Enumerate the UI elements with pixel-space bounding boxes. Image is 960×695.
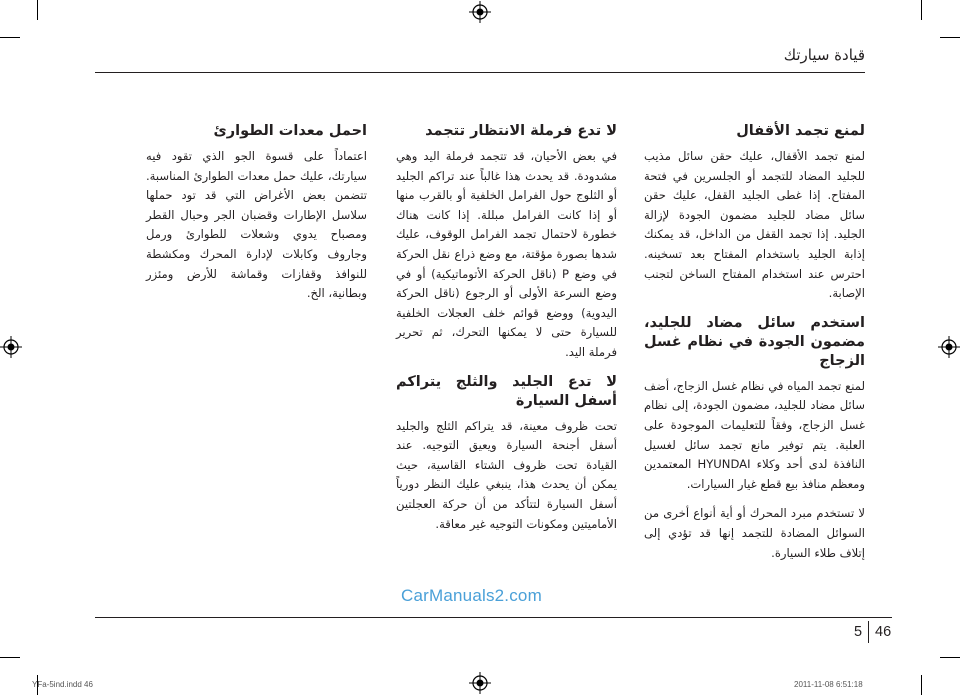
column-left xyxy=(146,122,367,314)
section-body-washer-warning: لا تستخدم مبرد المحرك أو أية أنواع أخرى من السوائل المضادة للتجمد إنها قد تؤدي إلى إتلاف طلاء السيارة. xyxy=(644,506,865,560)
section-body-ice-undercarriage: تحت ظروف معينة، قد يتراكم الثلج والجليد أسفل أجنحة السيارة ويعيق التوجيه. عند القيادة تحت ظروف الشتاء القاسية، حيث يمكن أن يحدث هذا، ينبغي عليك النظر دورياً أسفل السيارة لتتأكد من أن حركة العجلتين الأماميتين ومكونات التوجيه غير معاقة. xyxy=(396,418,617,531)
crop-mark xyxy=(940,657,960,658)
chapter-number: 5 xyxy=(854,624,863,640)
section-body-lock-freeze: لمنع تجمد الأقفال، عليك حقن سائل مذيب للجليد المضاد للتجمد أو الجلسرين في فتحة المفتاح. إذا غطى الجليد القفل، عليك حقن سائل مضاد للجليد مضمون الجودة لإزالة الجليد. إذا تجمد القفل من الداخل، قد يمكنك إذابة الجليد باستخدام المفتاح بعد تسخينه. احترس عند استخدام المفتاح الساخن لتجنب الإصابة. xyxy=(644,149,865,301)
section-heading-emergency-equipment: احمل معدات الطوارئ xyxy=(213,123,367,139)
registration-mark-icon xyxy=(0,336,22,358)
print-timestamp: 2011-11-08 6:51:18 xyxy=(794,680,863,689)
crop-mark xyxy=(921,675,922,695)
header-rule xyxy=(95,72,865,73)
section-heading-parking-brake: لا تدع فرملة الانتظار تتجمد xyxy=(425,123,617,139)
section-heading-lock-freeze: لمنع تجمد الأقفال xyxy=(736,123,865,139)
page-number-divider xyxy=(868,621,869,643)
watermark-link[interactable]: CarManuals2.com xyxy=(401,586,542,605)
registration-mark-icon xyxy=(938,336,960,358)
crop-mark xyxy=(921,0,922,20)
crop-mark xyxy=(0,37,20,38)
page-number: 46 xyxy=(875,624,892,640)
registration-mark-icon xyxy=(469,1,491,23)
crop-mark xyxy=(940,37,960,38)
section-heading-washer-fluid: استخدم سائل مضاد للجليد، مضمون الجودة في نظام غسل الزجاج xyxy=(644,314,865,369)
column-middle xyxy=(396,122,617,544)
crop-mark xyxy=(37,0,38,20)
footer-rule xyxy=(95,617,892,618)
section-body-emergency-equipment: اعتماداً على قسوة الجو الذي تقود فيه سيارتك، عليك حمل معدات الطوارئ المناسبة. تتضمن بعض الأغراض التي قد تود حملها سلاسل الإطارات وقضبان الجر وحبال القطر ومصباح يدوي وشعلات للطوارئ ورمل وجاروف وكابلات لإدارة المحرك ومكشطة للنوافذ وقفازات وقماشة للأرض ومئزر وبطانية، الخ. xyxy=(146,149,367,301)
section-heading-ice-undercarriage: لا تدع الجليد والثلج يتراكم أسفل السيارة xyxy=(396,373,617,409)
print-file-name: YFa-5ind.indd 46 xyxy=(32,680,93,689)
registration-mark-icon xyxy=(469,672,491,694)
page-header-title: قيادة سيارتك xyxy=(783,46,865,64)
crop-mark xyxy=(0,657,20,658)
column-right xyxy=(644,122,865,573)
section-body-parking-brake: في بعض الأحيان، قد تتجمد فرملة اليد وهي مشدودة. قد يحدث هذا غالباً عند تراكم الجليد أو الثلوج حول الفرامل الخلفية أو بالقرب منها أو إذا كانت الفرامل مبللة. إذا كانت هناك خطورة لاحتمال تجمد الفرامل الوقوف، عليك شدها بصورة مؤقتة، مع وضع ذراع نقل الحركة في وضع P (ناقل الحركة الأتوماتيكية) أو في وضع السرعة الأولى أو الرجوع (ناقل الحركة اليدوية) ووضع قوائم خلف العجلات الخلفية للسيارة حتى لا يمكنها التحرك، ثم تحرير فرملة اليد. xyxy=(396,149,617,359)
section-body-washer-fluid: لمنع تجمد المياه في نظام غسل الزجاج، أضف سائل مضاد للجليد، مضمون الجودة، إلى نظام غسل الزجاج، وفقاً للتعليمات الموجودة على العلبة. يتم توفير مانع تجمد سائل لغسيل النافذة لدى أحد وكلاء HYUNDAI المعتمدين ومعظم منافذ بيع قطع غيار السيارات. xyxy=(644,378,866,491)
